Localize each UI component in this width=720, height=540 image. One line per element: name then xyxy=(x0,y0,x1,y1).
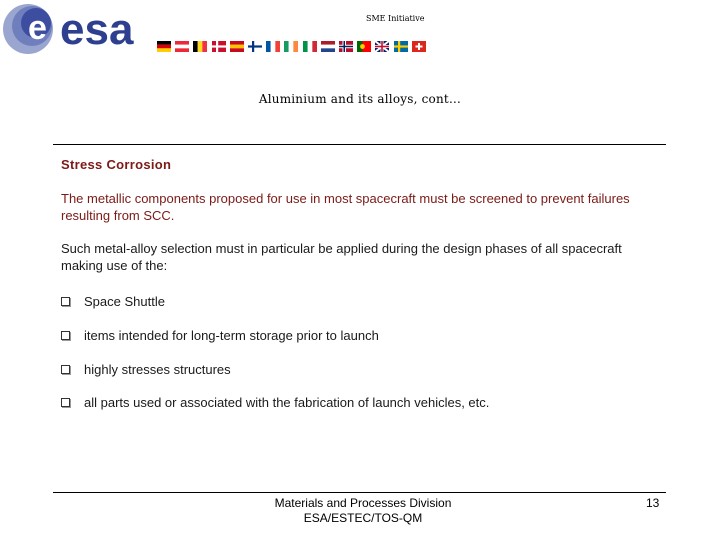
flag-denmark-icon xyxy=(212,41,226,52)
flag-germany-icon xyxy=(157,41,171,52)
esa-logo-text: esa xyxy=(60,5,134,54)
flag-sweden-icon xyxy=(394,41,408,52)
section-heading: Stress Corrosion xyxy=(61,157,172,172)
list-item-text: all parts used or associated with the fabrication of launch vehicles, etc. xyxy=(84,395,490,410)
top-divider xyxy=(53,144,666,145)
checkbox-bullet-icon xyxy=(61,398,70,407)
flag-finland-icon xyxy=(248,41,262,52)
slide-title: Aluminium and its alloys, cont… xyxy=(258,92,462,106)
list-item-text: Space Shuttle xyxy=(84,294,165,309)
flag-belgium-icon xyxy=(193,41,207,52)
list-item-text: items intended for long-term storage prior to launch xyxy=(84,328,379,343)
footer-division xyxy=(230,496,496,526)
page-number: 13 xyxy=(646,496,660,510)
flag-norway-icon xyxy=(339,41,353,52)
flag-switzerland-icon xyxy=(412,41,426,52)
paragraph-scc-screening: The metallic components proposed for use in most spacecraft must be screened to prevent failures resulting from SCC. xyxy=(61,191,630,223)
bottom-divider xyxy=(53,492,666,493)
svg-text:e: e xyxy=(28,9,47,47)
checkbox-bullet-icon xyxy=(61,297,70,306)
esa-logo xyxy=(2,2,162,54)
paragraph-design-phases: Such metal-alloy selection must in particular be applied during the design phases of all spacecraft making use of the: xyxy=(61,241,622,273)
flag-ireland-icon xyxy=(284,41,298,52)
flag-italy-icon xyxy=(303,41,317,52)
footer-line-2: ESA/ESTEC/TOS-QM xyxy=(303,511,423,525)
flag-spain-icon xyxy=(230,41,244,52)
list-item-text: highly stresses structures xyxy=(84,362,231,377)
footer-line-1: Materials and Processes Division xyxy=(274,496,452,510)
flag-portugal-icon xyxy=(357,41,371,52)
checkbox-bullet-icon xyxy=(61,331,70,340)
flag-uk-icon xyxy=(375,41,389,52)
flag-france-icon xyxy=(266,41,280,52)
checkbox-bullet-icon xyxy=(61,365,70,374)
flag-austria-icon xyxy=(175,41,189,52)
sme-initiative-label: SME Initiative xyxy=(366,14,425,23)
flag-netherlands-icon xyxy=(321,41,335,52)
